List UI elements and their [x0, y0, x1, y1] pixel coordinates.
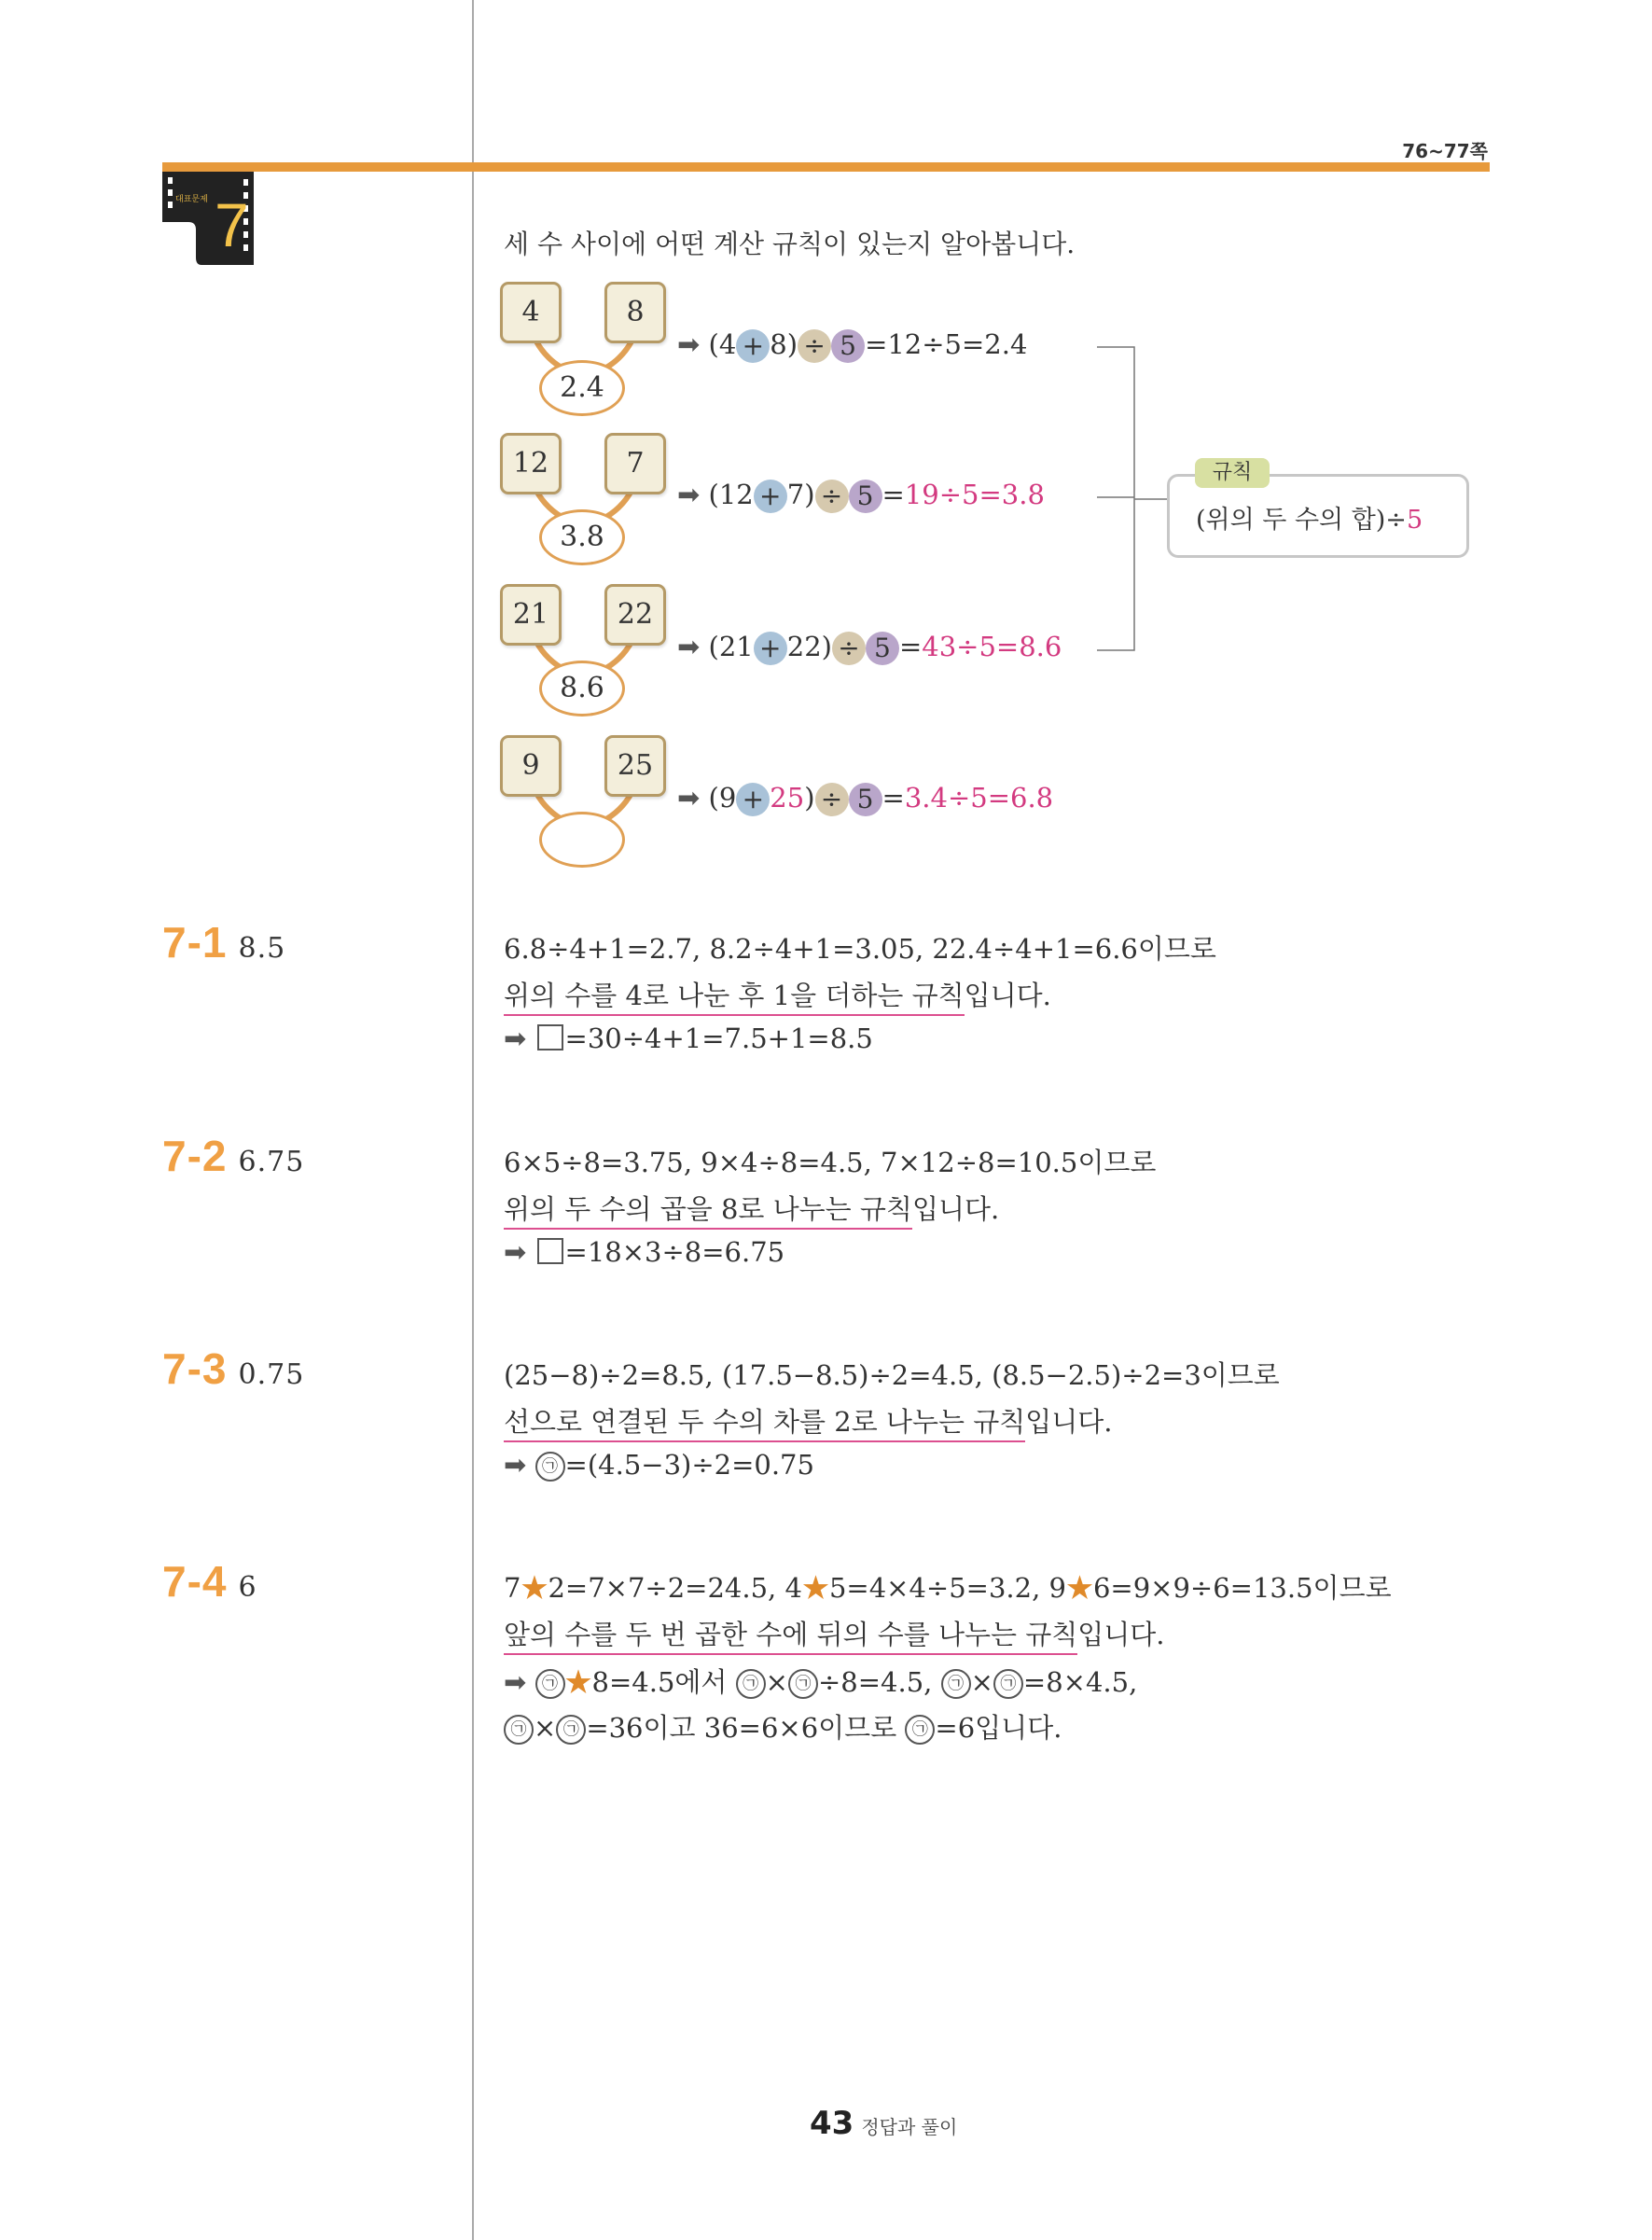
- solution-line: (25−8)÷2=8.5, (17.5−8.5)÷2=4.5, (8.5−2.5)÷2=3이므로: [504, 1359, 1280, 1391]
- arrow-icon: ➡: [677, 631, 701, 662]
- result-oval: 3.8: [539, 509, 625, 565]
- svg-text:7: 7: [215, 190, 249, 259]
- arrow-icon: ➡: [677, 479, 701, 510]
- page-range: 76~77쪽: [1402, 140, 1488, 162]
- answer-line: ➡ ㉠ =(4.5−3)÷2=0.75: [504, 1449, 814, 1481]
- result-oval: 8.6: [539, 661, 625, 717]
- answer: 0.75: [238, 1358, 305, 1391]
- footer-title: 정답과 풀이: [861, 2116, 958, 2138]
- star-icon: ★: [521, 1572, 548, 1604]
- giyeok-circle-icon: ㉠: [941, 1669, 971, 1699]
- divide-circle: ÷: [798, 329, 831, 363]
- header-rule: [162, 162, 1490, 172]
- solution-line: 6×5÷8=3.75, 9×4÷8=4.5, 7×12÷8=10.5이므로: [504, 1147, 1157, 1178]
- arrow-icon: ➡: [504, 1023, 527, 1054]
- empty-result-oval: [539, 812, 625, 868]
- rule-line: 위의 수를 4로 나눈 후 1을 더하는 규칙입니다.: [504, 975, 1051, 1016]
- answer-line-continued: ㉠ × ㉠ =36이고 36=6×6이므로 ㉠ =6입니다.: [504, 1707, 1062, 1746]
- problem-label: 7-1 8.5: [162, 918, 286, 967]
- number-card: 21: [500, 584, 562, 646]
- arrow-icon: ➡: [677, 328, 701, 360]
- giyeok-circle-icon: ㉠: [535, 1452, 565, 1482]
- answer-line: ➡ =30÷4+1=7.5+1=8.5: [504, 1023, 873, 1054]
- answer-line: ➡ ㉠ ★8=4.5에서 ㉠ × ㉠ ÷8=4.5, ㉠ × ㉠ =8×4.5,: [504, 1666, 1138, 1698]
- problem-badge: [162, 172, 254, 265]
- five-circle: 5: [866, 632, 899, 665]
- plus-circle: +: [736, 783, 770, 816]
- five-circle: 5: [849, 480, 882, 513]
- five-circle: 5: [849, 783, 882, 816]
- plus-circle: +: [754, 632, 787, 665]
- solution-line: 6.8÷4+1=2.7, 8.2÷4+1=3.05, 22.4÷4+1=6.6이므로: [504, 933, 1216, 965]
- diagram-equation-1: ➡ (4 + 8) ÷ 5 =12÷5=2.4: [677, 328, 1028, 361]
- problem-label: 7-4 6: [162, 1557, 257, 1606]
- five-circle: 5: [831, 329, 865, 363]
- rule-line: 앞의 수를 두 번 곱한 수에 뒤의 수를 나누는 규칙입니다.: [504, 1614, 1165, 1655]
- page-number: 43: [810, 2105, 854, 2142]
- number-card: 9: [500, 735, 562, 797]
- divide-circle: ÷: [815, 783, 849, 816]
- giyeok-circle-icon: ㉠: [504, 1715, 534, 1745]
- answer: 6: [238, 1571, 257, 1604]
- arrow-icon: ➡: [504, 1666, 527, 1698]
- plus-circle: +: [754, 480, 787, 513]
- rule-tag: 규칙: [1195, 458, 1270, 488]
- number-card: 22: [604, 584, 666, 646]
- number-card: 7: [604, 433, 666, 494]
- giyeok-circle-icon: ㉠: [736, 1669, 766, 1699]
- star-icon: ★: [564, 1666, 592, 1698]
- intro-text: 세 수 사이에 어떤 계산 규칙이 있는지 알아봅니다.: [504, 229, 1076, 259]
- number-card: 4: [500, 282, 562, 343]
- diagram-equation-2: ➡ (12 + 7) ÷ 5 =19÷5=3.8: [677, 479, 1045, 511]
- page-footer: [810, 2105, 957, 2142]
- arrow-icon: ➡: [677, 782, 701, 814]
- svg-text:대표문제: 대표문제: [175, 195, 208, 204]
- rule-line: 위의 두 수의 곱을 8로 나누는 규칙입니다.: [504, 1189, 999, 1230]
- problem-label: 7-3 0.75: [162, 1344, 305, 1393]
- problem-label: 7-2 6.75: [162, 1132, 305, 1180]
- blank-box-icon: [537, 1238, 563, 1264]
- rule-text: (위의 두 수의 합)÷5: [1196, 506, 1423, 535]
- rule-line: 선으로 연결된 두 수의 차를 2로 나누는 규칙입니다.: [504, 1401, 1112, 1442]
- arrow-icon: ➡: [504, 1236, 527, 1268]
- giyeok-circle-icon: ㉠: [993, 1669, 1023, 1699]
- divide-circle: ÷: [815, 480, 849, 513]
- diagram-equation-3: ➡ (21 + 22) ÷ 5 =43÷5=8.6: [677, 631, 1062, 663]
- answer: 8.5: [238, 932, 286, 965]
- solution-line: 7★2=7×7÷2=24.5, 4★5=4×4÷5=3.2, 9★6=9×9÷6=13.5이므로: [504, 1572, 1392, 1604]
- number-card: 25: [604, 735, 666, 797]
- number-card: 8: [604, 282, 666, 343]
- plus-circle: +: [736, 329, 770, 363]
- star-icon: ★: [801, 1572, 829, 1604]
- blank-box-icon: [537, 1024, 563, 1050]
- giyeok-circle-icon: ㉠: [535, 1669, 565, 1699]
- diagram-equation-4: ➡ (9 + 25) ÷ 5 =3.4÷5=6.8: [677, 782, 1054, 814]
- arrow-icon: ➡: [504, 1449, 527, 1481]
- giyeok-circle-icon: ㉠: [556, 1715, 586, 1745]
- result-oval: 2.4: [539, 360, 625, 416]
- film-badge-icon: [162, 172, 254, 265]
- star-icon: ★: [1065, 1572, 1093, 1604]
- giyeok-circle-icon: ㉠: [788, 1669, 818, 1699]
- divide-circle: ÷: [832, 632, 866, 665]
- answer: 6.75: [238, 1146, 305, 1178]
- giyeok-circle-icon: ㉠: [905, 1715, 935, 1745]
- number-card: 12: [500, 433, 562, 494]
- answer-line: ➡ =18×3÷8=6.75: [504, 1236, 785, 1268]
